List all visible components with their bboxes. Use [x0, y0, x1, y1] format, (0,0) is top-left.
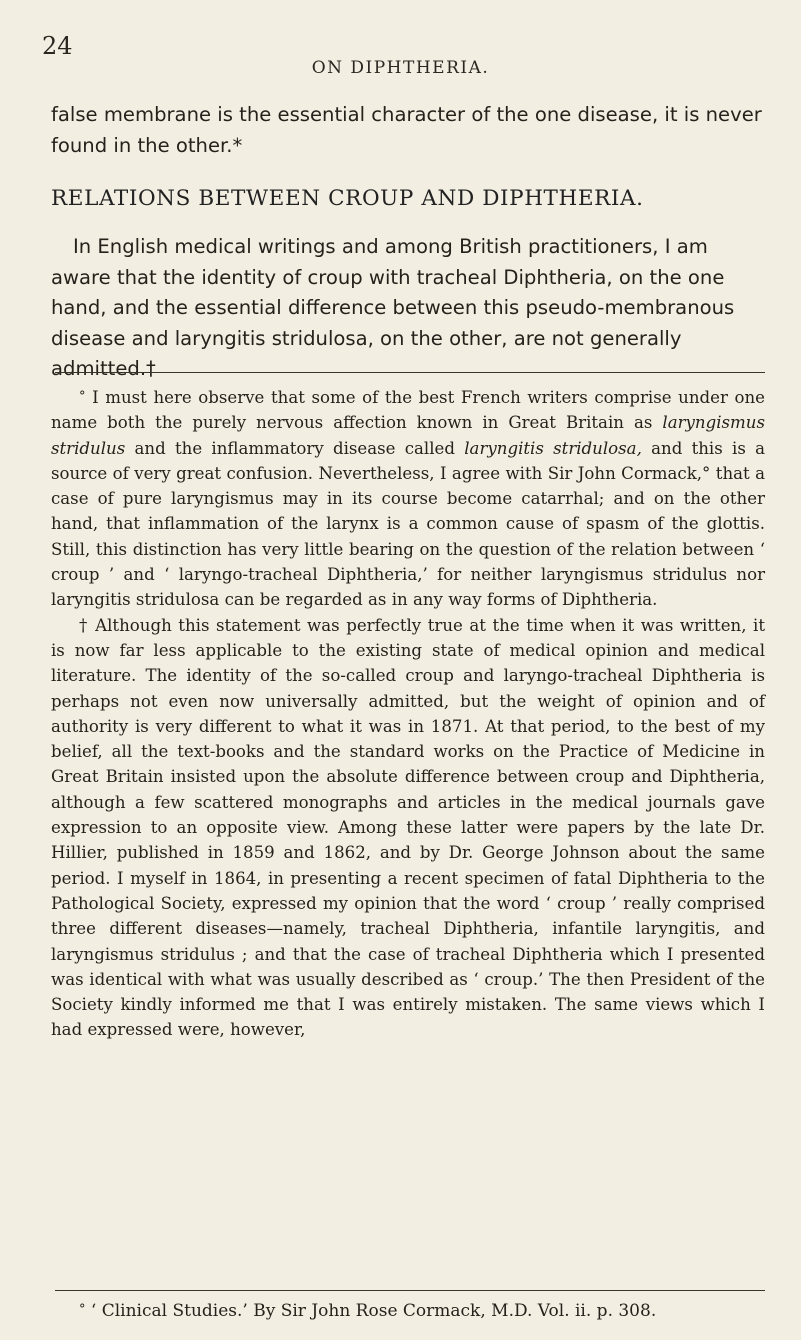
footnote-3: [51, 1298, 765, 1323]
running-head: ON DIPHTHERIA.: [311, 58, 490, 78]
footnote-2: [51, 613, 765, 1043]
footnote-divider: [55, 372, 765, 373]
footnote-3-marker: °: [79, 1302, 86, 1317]
footnote-1: [51, 384, 765, 613]
paragraph-continuation: false membrane is the essential character of the one disease, it is never found in the other.*: [51, 103, 762, 157]
footnote-1-term-laryngismus: laryngismus stridulus: [51, 413, 765, 458]
footnote-2-text: Although this statement was perfectly true at the time when it was written, it is now far less applicable to the existing state of medical opinion and medical literature. The identity of the so-called croup and laryngo-tracheal Diphtheria is perhaps not even now universally admitted, but the weight of opinion and of authority is very different to what it was in 1871. At that period, to the best of my belief, all the text-books and the standard works on the Practice of Medicine in Great Britain insisted upon the absolute difference between croup and Diphtheria, although a few scattered monographs and articles in the medical journals gave expression to an opposite view. Among these latter were papers by the late Dr. Hillier, published in 1859 and 1862, and by Dr. George Johnson about the same period. I myself in 1864, in presenting a recent specimen of fatal Diphtheria to the Pathological Society, expressed my opinion that the word ‘ croup ’ really comprised three different diseases—namely, tracheal Diphtheria, infantile laryngitis, and laryngismus stridulus ; and that the case of tracheal Diphtheria which I presented was identical with what was usually described as ‘ croup.’ The then President of the Society kindly informed me that I was entirely mistaken. The same views which I had expressed were, however,: [51, 615, 765, 1040]
footnote-1-text-a: I must here observe that some of the best French writers comprise under one name both the purely nervous affection known in Great Britain as: [51, 388, 765, 433]
footnote-1-text-c: and the inflammatory disease called: [125, 438, 465, 458]
footnote-2-marker: †: [79, 615, 89, 635]
footnote-1-marker: °: [79, 389, 86, 404]
footnote-divider-bottom: [55, 1290, 765, 1291]
footnote-1-term-laryngitis: laryngitis stridulosa,: [464, 438, 642, 458]
footnote-3-text: ‘ Clinical Studies.’ By Sir John Rose Cormack, M.D. Vol. ii. p. 308.: [90, 1301, 657, 1321]
footnote-1-text-e: and this is a source of very great confusion. Nevertheless, I agree with Sir John Cormack,° that a case of pure laryngismus may in its course become catarrhal; and on the other hand, that inflammation of the larynx is a common cause of spasm of the glottis. Still, this distinction has very little bearing on the question of the relation between ‘ croup ’ and ‘ laryngo-tracheal Diphtheria,’ for neither laryngismus stridulus nor laryngitis stridulosa can be regarded as in any way forms of Diphtheria.: [51, 438, 765, 610]
section-heading: RELATIONS BETWEEN CROUP AND DIPHTHERIA.: [51, 186, 644, 211]
paragraph-relations: In English medical writings and among British practitioners, I am aware that the identity of croup with tracheal Diphtheria, on the one hand, and the essential difference between this pseudo-membranous disease and laryngitis stridulosa, on the other, are not generally admitted.†: [51, 235, 735, 380]
page-number: 24: [42, 32, 73, 60]
footnotes: [51, 384, 765, 1043]
